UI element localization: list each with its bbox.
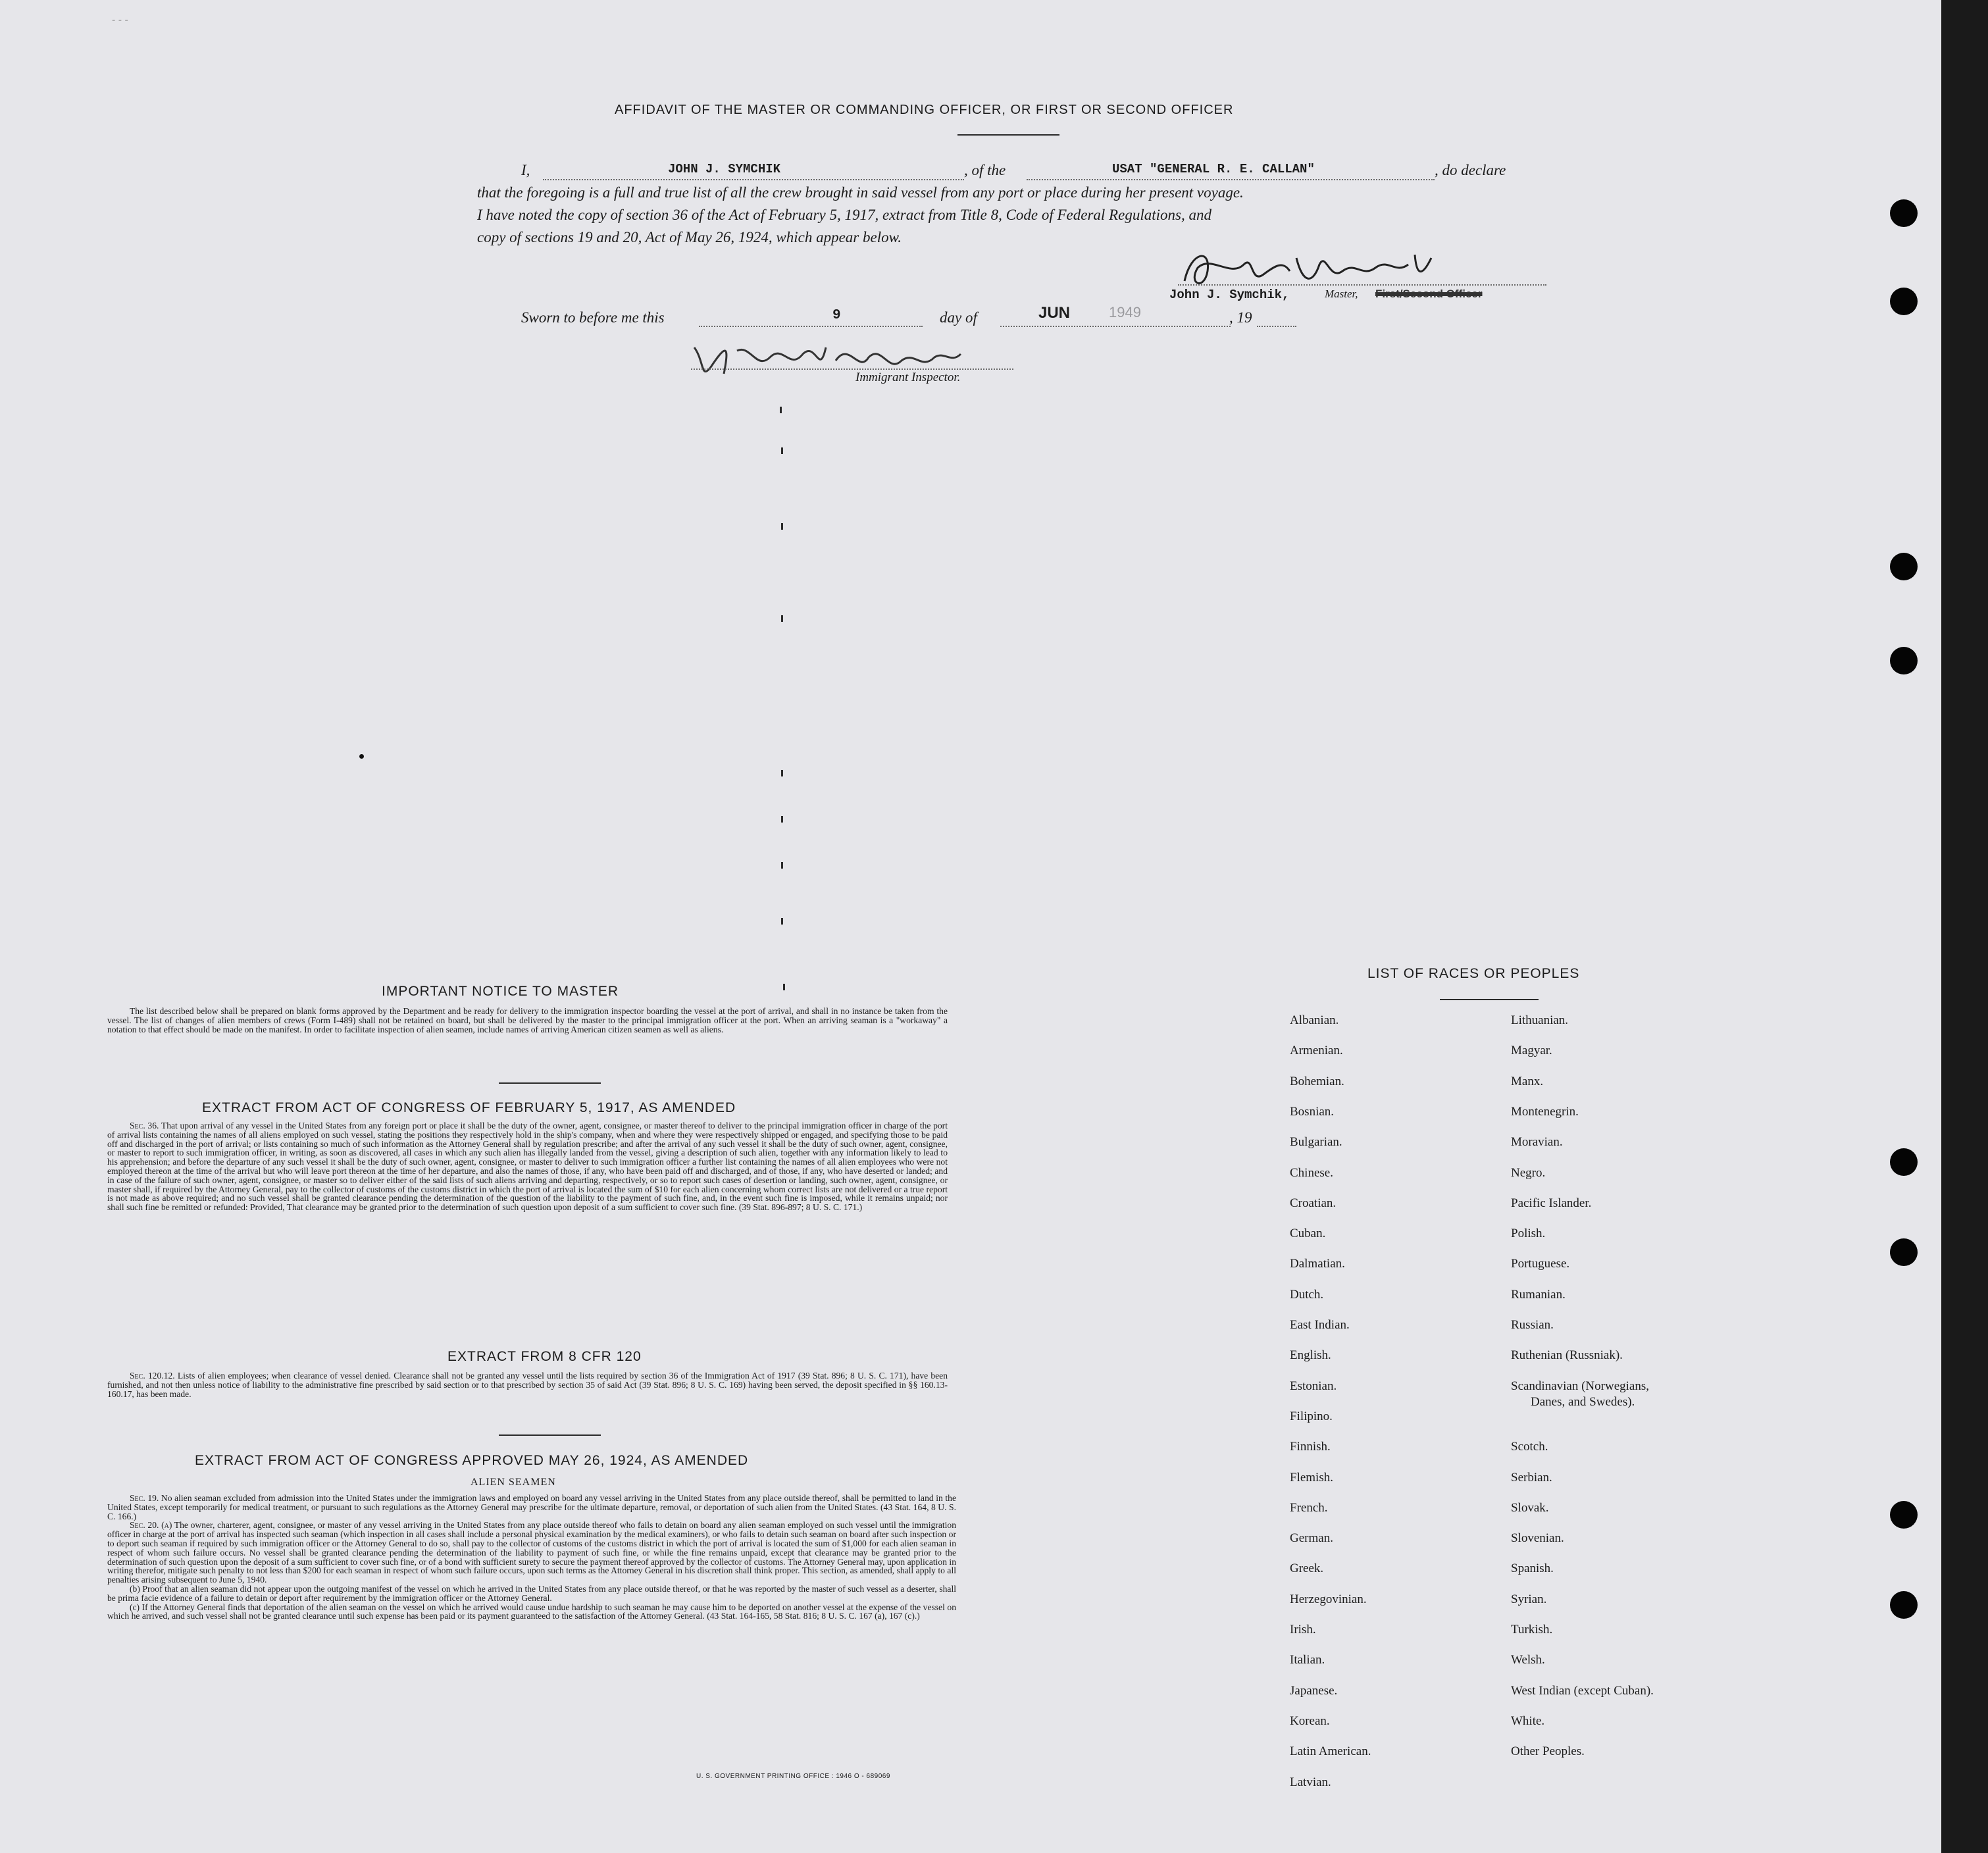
day-of-label: day of (940, 309, 977, 326)
race-item: Magyar. (1511, 1044, 1552, 1057)
race-item: Latin American. (1290, 1744, 1371, 1758)
race-item: Greek. (1290, 1561, 1324, 1575)
binder-hole-icon (1890, 199, 1918, 227)
race-item: West Indian (except Cuban). (1511, 1684, 1654, 1698)
day-blank (699, 326, 923, 327)
race-item: Bulgarian. (1290, 1135, 1342, 1149)
extract-1917-paragraph (107, 1121, 948, 1212)
notice-divider (499, 1082, 601, 1084)
declare-label: , do declare (1435, 162, 1506, 178)
race-item: Scandinavian (Norwegians, (1511, 1379, 1649, 1393)
extract-cfr-text: Lists of alien employees; when clearance of vessel denied. Clearance shall not be granted any vessel until the lists required by section 36 of the Immigration Act of 1917 (39 Stat. 896; 8 U. S. C. 171), have been furnished, and not then unless notice of liability to the administrative fine prescribed by said section or to that prescribed by section 35 of said Act (39 Stat. 896; 8 U. S. C. 169) having been served, the deposit specified in §§ 160.13-160.17, has been made. (107, 1371, 948, 1399)
race-item: Latvian. (1290, 1775, 1331, 1789)
race-item: Chinese. (1290, 1166, 1333, 1180)
declaration-prefix: I, (521, 162, 530, 178)
race-item: Irish. (1290, 1623, 1316, 1637)
race-item: Serbian. (1511, 1471, 1552, 1485)
name-blank (543, 179, 964, 180)
race-item: White. (1511, 1714, 1545, 1728)
race-item: German. (1290, 1531, 1333, 1545)
race-item: Danes, and Swedes). (1531, 1395, 1635, 1409)
race-item: Cuban. (1290, 1227, 1326, 1240)
sec20a-text: The owner, charterer, agent, consignee, or master of any vessel arriving in the United States from any place outside thereof who fails to detain on board any alien seaman employed on such vessel until the immigration officer in charge at the port of arrival has inspected such seaman (which inspection in all cases shall include a personal physical examination by the medical examiners), or who fails to detain such seaman on board after such inspection or to deport such seaman if required by such immigration officer or the Attorney General to do so, shall pay to the collector of customs of the customs district in which the port of arrival is located the sum of $1,000 for each alien seaman in respect of whom such failure occurs. No vessel shall be granted clearance pending the determination of the liability to payment of such fine, or while the fine remains unpaid, except that clearance may be granted prior to the determination of such question upon the deposit of a sum sufficient to cover such fine, or of a bond with sufficient surety to secure the payment thereof approved by the collector of customs. The Attorney General may, upon application in writing therefor, mitigate such penalty to not less than $200 for each seaman in respect of whom such failure occurs, upon such terms as the Attorney General in his discretion shall think proper. This section, as amended, shall apply to all penalties arising subsequent to June 5, 1940. (107, 1520, 956, 1585)
inspector-signature-line (691, 368, 1013, 370)
month-blank (1000, 326, 1231, 327)
race-item: Flemish. (1290, 1471, 1333, 1485)
sworn-day: 9 (832, 308, 841, 323)
race-item: Manx. (1511, 1075, 1544, 1088)
fold-mark (781, 918, 783, 925)
race-item: Dutch. (1290, 1288, 1324, 1302)
fold-mark (780, 407, 782, 413)
race-item: Japanese. (1290, 1684, 1338, 1698)
race-item: Scotch. (1511, 1440, 1548, 1454)
extract-1924-subtitle: ALIEN SEAMEN (471, 1477, 556, 1488)
scan-artifact: - - - (112, 14, 128, 26)
year-blank (1257, 326, 1296, 327)
title-divider (957, 134, 1059, 136)
affidavit-title: AFFIDAVIT OF THE MASTER OR COMMANDING OFFICER, OR FIRST OR SECOND OFFICER (615, 103, 1234, 117)
race-item: Spanish. (1511, 1561, 1554, 1575)
races-title: LIST OF RACES OR PEOPLES (1367, 966, 1580, 981)
fold-mark (781, 770, 783, 776)
fold-mark (781, 862, 783, 869)
fold-mark (781, 615, 783, 622)
extract-cfr-paragraph (107, 1371, 948, 1398)
extract-1917-sec-label: Sec. 36. (130, 1121, 159, 1130)
race-item: Bohemian. (1290, 1075, 1344, 1088)
struck-officer-title: First/Second Officer (1375, 288, 1483, 300)
race-item: Turkish. (1511, 1623, 1553, 1637)
race-item: Herzegovinian. (1290, 1592, 1367, 1606)
sec19-label: Sec. 19. (130, 1493, 159, 1503)
inspector-label: Immigrant Inspector. (855, 370, 961, 384)
binder-hole-icon (1890, 553, 1918, 580)
race-item: Negro. (1511, 1166, 1546, 1180)
master-typed-name: John J. Symchik, (1169, 288, 1290, 302)
races-divider (1440, 999, 1539, 1000)
extract-1917-text: That upon arrival of any vessel in the United States from any foreign port or place it shall be the duty of the owner, agent, consignee, or master thereof to deliver to the principal immigration officer in charge of the port of arrival lists containing the names of all aliens employed on such vessel, stating the positions they respectively hold in the ship's company, when and where they were respectively shipped or engaged, and specifying those to be paid off and discharged in the port of arrival; or lists containing so much of such information as the Attorney General shall by regulation prescribe; and after the arrival of any such vessel it shall be the duty of such owner, agent, consignee, or master to report to such immigration officer, in writing, as soon as discovered, all cases in which any such alien has illegally landed from the vessel, giving a description of such alien, together with any information likely to lead to his apprehension; and before the departure of any such vessel it shall be the duty of such owner, agent, consignee, or master to deliver to such immigration officer a further list containing the names of all alien employees who were not employed thereon at the time of the arrival but who will leave port thereon at the time of her departure, and also the names of those, if any, who have been paid off and discharged, and of those, if any, who have deserted or landed; and in case of the failure of such owner, agent, consignee, or master so to deliver either of the said lists of such aliens arriving and departing, respectively, or so to report such cases of desertion or landing, such owner, agent, consignee, or master shall, if required by the Attorney General, pay to the collector of customs of the customs district in which the port of arrival is located the sum of $10 for each alien concerning whom correct lists are not delivered or a true report is not made as above required; and no such vessel shall be granted clearance pending the determination of the question of the liability to the payment of such fine, and, in the event such fine is imposed, while it remains unpaid; nor shall such fine be remitted or refunded: Provided, That clearance may be granted prior to the determination of such question upon deposit of a sum sufficient to cover such fine. (39 Stat. 896-897; 8 U. S. C. 171.) (107, 1121, 948, 1213)
fold-mark (781, 447, 783, 454)
race-item: Montenegrin. (1511, 1105, 1579, 1119)
declaration-line-2: that the foregoing is a full and true list of all the crew brought in said vessel from any port or place during her present voyage. (477, 184, 1244, 201)
extract-cfr-sec-label: Sec. 120.12. (130, 1371, 175, 1381)
race-item: Finnish. (1290, 1440, 1331, 1454)
sworn-month: JUN (1038, 304, 1071, 322)
race-item: Slovenian. (1511, 1531, 1564, 1545)
binder-hole-icon (1890, 288, 1918, 315)
of-the-label: , of the (964, 162, 1006, 178)
race-item: Syrian. (1511, 1592, 1547, 1606)
notice-title: IMPORTANT NOTICE TO MASTER (382, 984, 619, 999)
printing-office-footer: U. S. GOVERNMENT PRINTING OFFICE : 1946 O - 689069 (696, 1773, 890, 1780)
race-item: Welsh. (1511, 1653, 1545, 1667)
sec20c-text: (c) If the Attorney General finds that deportation of the alien seaman on the vessel on which he arrived would cause undue hardship to such seaman he may cause him to be deported on another vessel at the expense of the vessel on which he arrived, and such vessel shall not be granted clearance until such expense has been paid or its payment guaranteed to the satisfaction of the Attorney General. (43 Stat. 164-165, 58 Stat. 816; 8 U. S. C. 167 (a), 167 (c).) (107, 1602, 956, 1621)
notice-text: The list described below shall be prepared on blank forms approved by the Department and be ready for delivery to the immigration inspector boarding the vessel at the port of arrival, and shall in no instance be taken from the vessel. The list of changes of alien members of crews (Form I-489) shall not be retained on board, but shall be delivered by the master to the principal immigration officer at the port. When an arriving seaman is a "workaway" a notation to that effect should be made on the manifest. In order to facilitate inspection of alien seamen, include names of arriving American citizen seamen as well as aliens. (107, 1006, 948, 1034)
race-item: English. (1290, 1348, 1331, 1362)
race-item: Rumanian. (1511, 1288, 1566, 1302)
race-item: Albanian. (1290, 1013, 1339, 1027)
binder-hole-icon (1890, 647, 1918, 674)
race-item: Armenian. (1290, 1044, 1343, 1057)
race-item: Pacific Islander. (1511, 1196, 1592, 1210)
extract-1917-title: EXTRACT FROM ACT OF CONGRESS OF FEBRUARY 5, 1917, AS AMENDED (202, 1100, 736, 1115)
fold-mark (783, 984, 785, 990)
binder-hole-icon (1890, 1148, 1918, 1176)
race-item: Other Peoples. (1511, 1744, 1585, 1758)
race-item: Bosnian. (1290, 1105, 1335, 1119)
cfr-divider (499, 1434, 601, 1436)
master-signature-line (1178, 284, 1546, 286)
race-item: Lithuanian. (1511, 1013, 1569, 1027)
notice-paragraph (107, 1007, 948, 1034)
race-item: Slovak. (1511, 1501, 1549, 1515)
race-item: Croatian. (1290, 1196, 1337, 1210)
race-item: Russian. (1511, 1318, 1554, 1332)
binder-hole-icon (1890, 1501, 1918, 1529)
sec20a-label: Sec. 20. (a) (130, 1520, 172, 1531)
master-title-label: Master, (1325, 288, 1358, 300)
extract-cfr-title: EXTRACT FROM 8 CFR 120 (447, 1349, 642, 1364)
race-item: Dalmatian. (1290, 1257, 1345, 1271)
year-prefix: , 19 (1229, 309, 1252, 326)
race-item: Moravian. (1511, 1135, 1563, 1149)
race-item: East Indian. (1290, 1318, 1350, 1332)
sworn-year-stamp: 1949 (1109, 304, 1141, 320)
sec19-text: No alien seaman excluded from admission into the United States under the immigration laws and employed on board any vessel arriving in the United States from any place outside thereof, shall be permitted to land in the United States, except temporarily for medical treatment, or pursuant to such regulations as the Attorney General may prescribe for the ultimate departure, removal, or deportation of such alien from the United States. (43 Stat. 164, 8 U. S. C. 166.) (107, 1493, 956, 1521)
master-name: JOHN J. SYMCHIK (668, 162, 781, 176)
race-item: Estonian. (1290, 1379, 1337, 1393)
race-item: Italian. (1290, 1653, 1325, 1667)
fold-mark (781, 816, 783, 823)
race-item: French. (1290, 1501, 1328, 1515)
fold-mark (781, 523, 783, 530)
vessel-name: USAT "GENERAL R. E. CALLAN" (1112, 162, 1315, 176)
declaration-line-3: I have noted the copy of section 36 of the Act of February 5, 1917, extract from Title 8, Code of Federal Regulations, and (477, 207, 1211, 223)
race-item: Ruthenian (Russniak). (1511, 1348, 1623, 1362)
declaration-line-4: copy of sections 19 and 20, Act of May 26, 1924, which appear below. (477, 229, 902, 245)
sworn-prefix: Sworn to before me this (521, 309, 665, 326)
vessel-blank (1027, 179, 1435, 180)
race-item: Polish. (1511, 1227, 1546, 1240)
race-item: Korean. (1290, 1714, 1330, 1728)
extract-1924-title: EXTRACT FROM ACT OF CONGRESS APPROVED MAY 26, 1924, AS AMENDED (195, 1453, 749, 1468)
race-item: Portuguese. (1511, 1257, 1570, 1271)
stray-dot (359, 754, 364, 759)
sec20b-text: (b) Proof that an alien seaman did not appear upon the outgoing manifest of the vessel on which he arrived in the United States from any place outside thereof, or that he was reported by the master of such vessel as a deserter, shall be prima facie evidence of a failure to detain or deport after requirement by the immigration officer or the Attorney General. (107, 1583, 956, 1603)
binder-hole-icon (1890, 1591, 1918, 1619)
extract-1924-paragraphs (107, 1494, 956, 1621)
race-item: Filipino. (1290, 1409, 1333, 1423)
binder-hole-icon (1890, 1238, 1918, 1266)
